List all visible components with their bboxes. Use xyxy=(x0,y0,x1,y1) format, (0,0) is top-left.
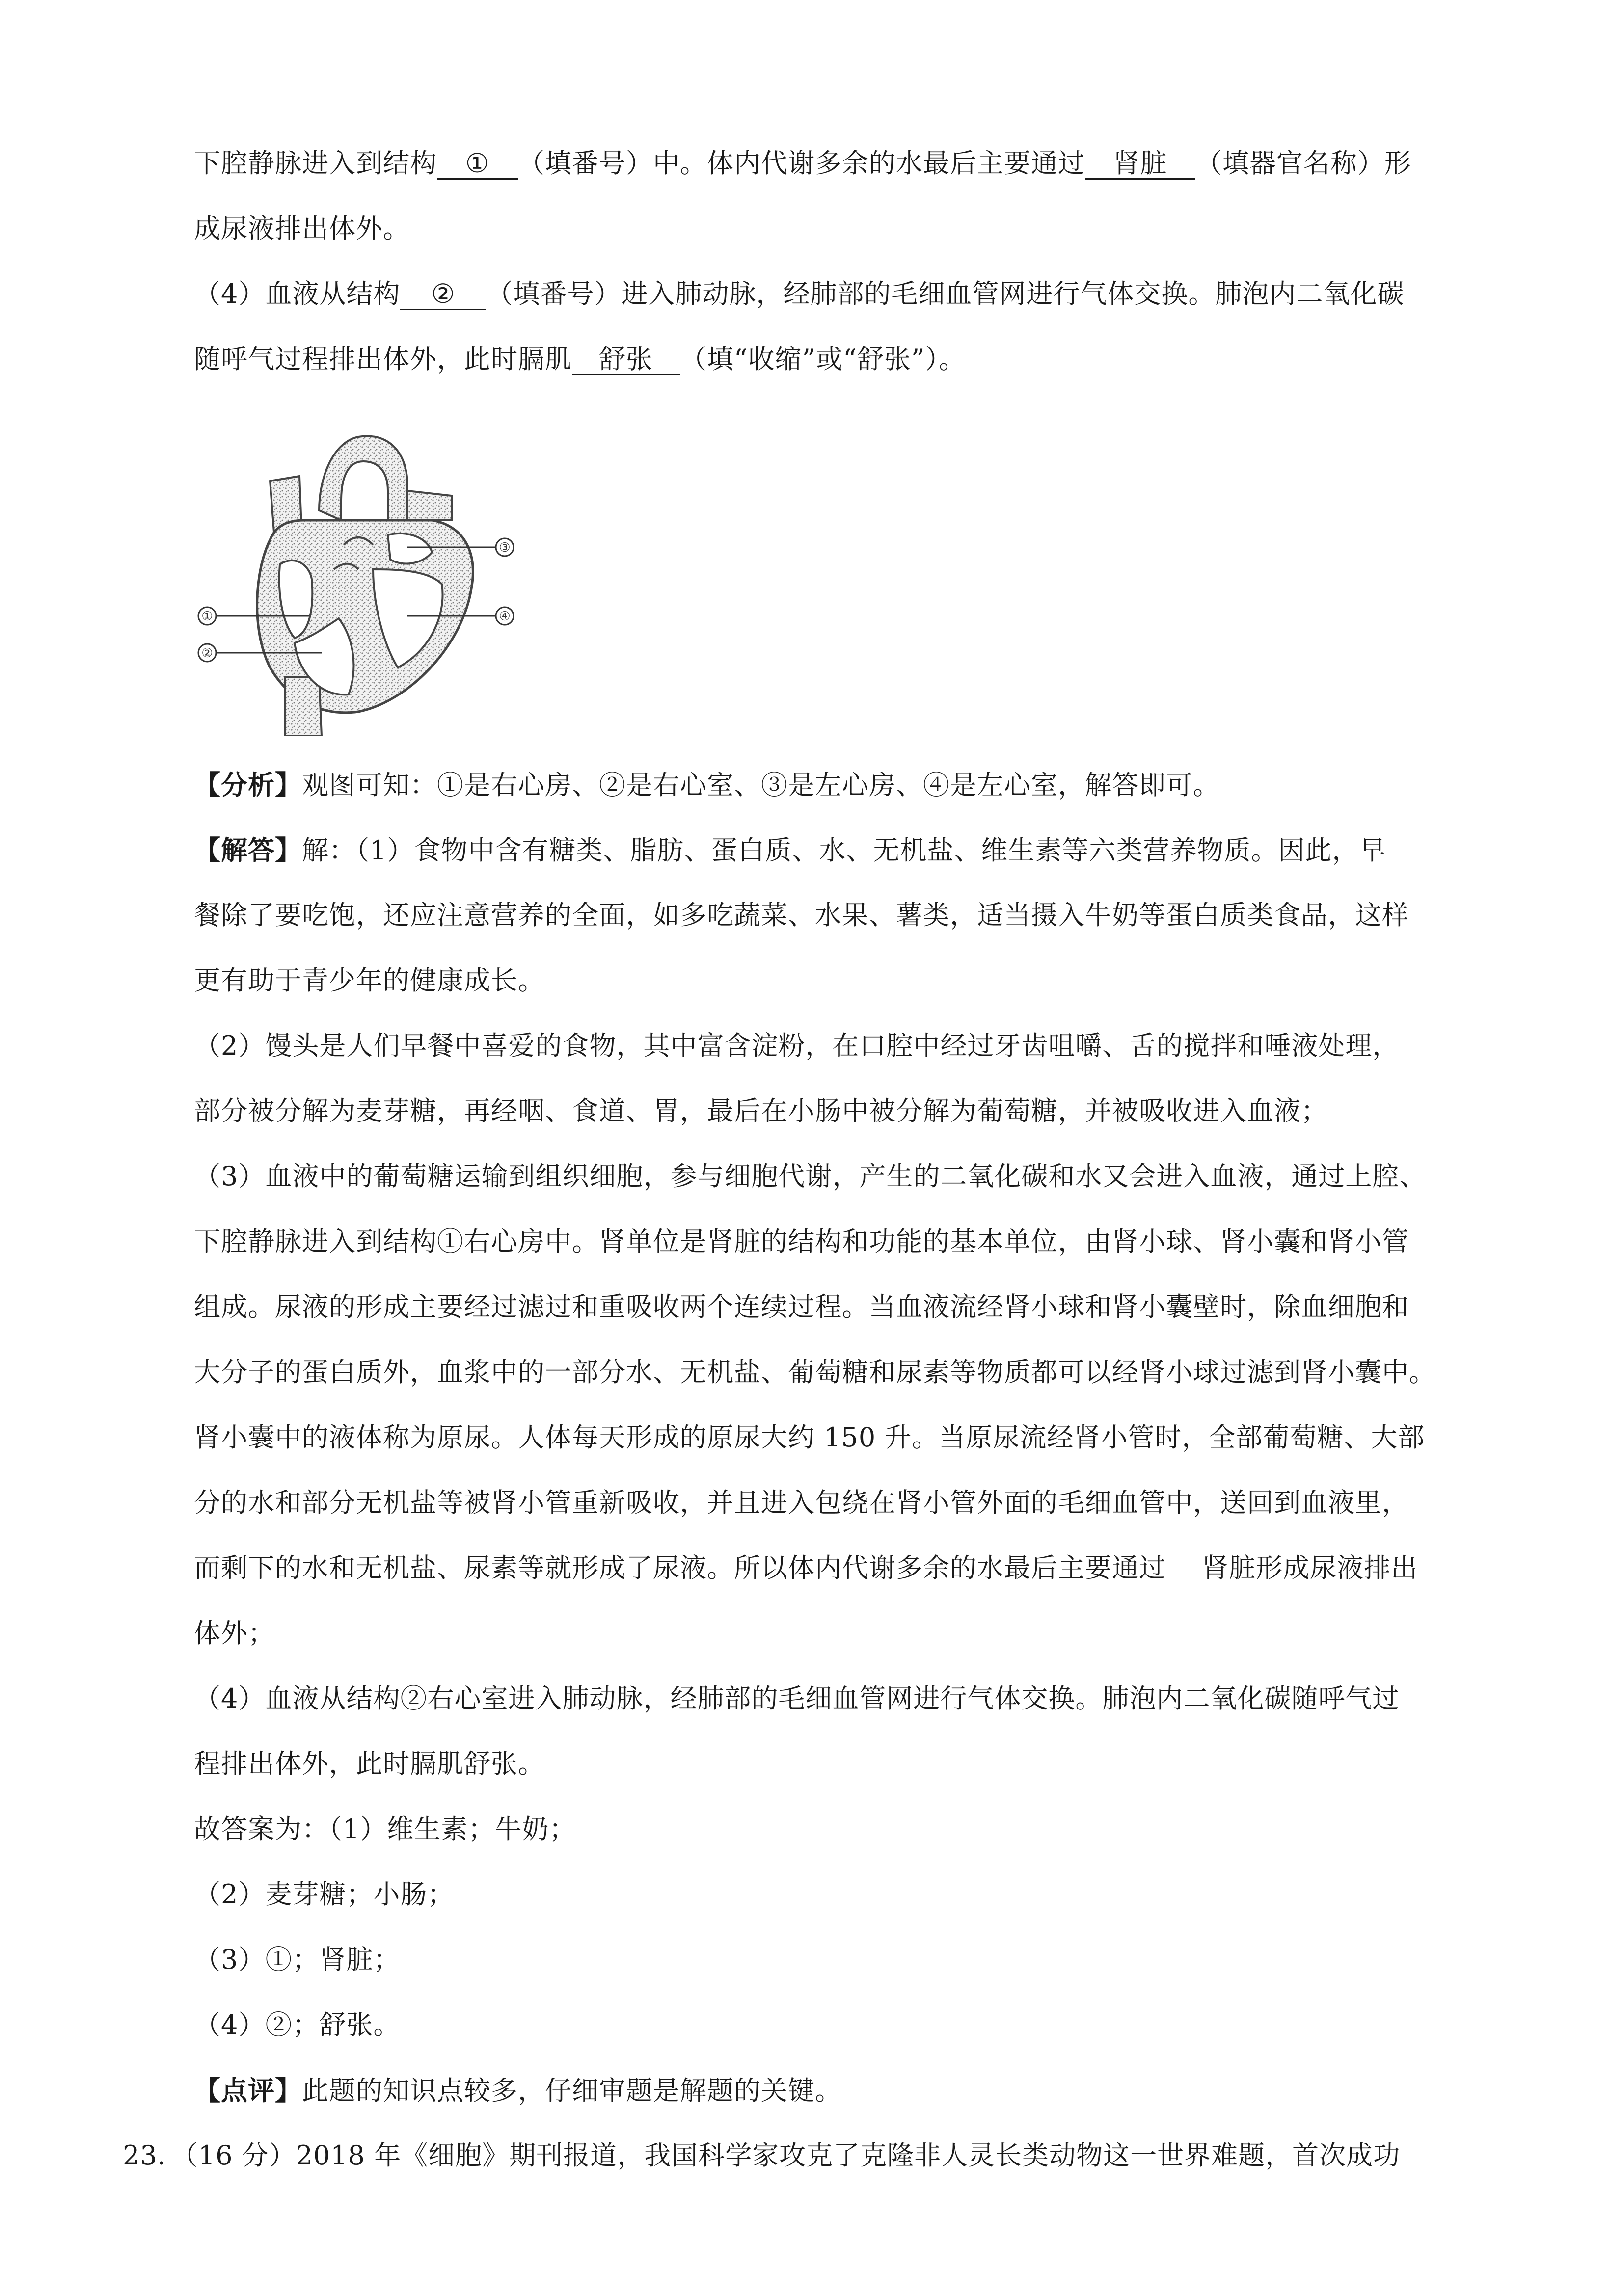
inferior-vena-cava-shape xyxy=(285,677,322,736)
answer-summary-line: （4）②；舒张。 xyxy=(194,2009,401,2040)
text-line: （4）血液从结构 ② （填番号）进入肺动脉，经肺部的毛细血管网进行气体交换。肺泡内二氧化碳 xyxy=(194,278,1405,309)
answer-summary-line: （2）麦芽糖；小肠； xyxy=(194,1879,455,1910)
text-line: 程排出体外，此时膈肌舒张。 xyxy=(194,1748,545,1779)
text-line: 下腔静脉进入到结构①右心房中。肾单位是肾脏的结构和功能的基本单位，由肾小球、肾小囊和肾小管 xyxy=(194,1226,1409,1257)
answer-summary-line: （3）①；肾脏； xyxy=(194,1944,401,1975)
text-line: 分的水和部分无机盐等被肾小管重新吸收，并且进入包绕在肾小管外面的毛细血管中，送回到血液里， xyxy=(194,1487,1409,1518)
text-line: 而剩下的水和无机盐、尿素等就形成了尿液。所以体内代谢多余的水最后主要通过 肾脏形成尿液排出 xyxy=(194,1552,1418,1583)
text-line: 组成。尿液的形成主要经过滤过和重吸收两个连续过程。当血液流经肾小球和肾小囊壁时，除血细胞和 xyxy=(194,1291,1409,1322)
text-line: 大分子的蛋白质外，血浆中的一部分水、无机盐、葡萄糖和尿素等物质都可以经肾小球过滤到肾小囊中。 xyxy=(194,1357,1436,1388)
text-line: 体外； xyxy=(194,1618,275,1649)
text-line: 成尿液排出体外。 xyxy=(194,213,410,244)
heart-label-1 xyxy=(198,607,216,625)
text-line: 随呼气过程排出体外，此时膈肌 舒张 （填“收缩”或“舒张”）。 xyxy=(194,344,966,374)
analysis-line: 【分析】观图可知：①是右心房、②是右心室、③是左心房、④是左心室，解答即可。 xyxy=(194,769,1220,801)
question-23-line: 23．（16 分）2018 年《细胞》期刊报道，我国科学家攻克了克隆非人灵长类动物这一世界难题，首次成功 xyxy=(123,2140,1401,2171)
answer-blank: ② xyxy=(400,279,486,310)
answer-summary-line: 故答案为：（1）维生素；牛奶； xyxy=(194,1814,576,1844)
heart-label-2 xyxy=(198,644,216,662)
svg-text:④: ④ xyxy=(499,609,511,624)
answer-blank: 舒张 xyxy=(572,345,680,375)
text-line: 肾小囊中的液体称为原尿。人体每天形成的原尿大约 150 升。当原尿流经肾小管时，全部葡萄糖、大部 xyxy=(194,1422,1425,1453)
text-line: 部分被分解为麦芽糖，再经咽、食道、胃，最后在小肠中被分解为葡萄糖，并被吸收进入血液； xyxy=(194,1095,1328,1126)
svg-text:①: ① xyxy=(201,609,213,624)
answer-blank: ① xyxy=(437,149,518,180)
aorta-shape xyxy=(319,436,407,520)
answer-blank: 肾脏 xyxy=(1085,149,1195,180)
text-line: 更有助于青少年的健康成长。 xyxy=(194,965,545,996)
svg-text:③: ③ xyxy=(499,540,511,555)
pulmonary-vessel-shape xyxy=(407,491,452,520)
solution-line: 【解答】解：（1）食物中含有糖类、脂肪、蛋白质、水、无机盐、维生素等六类营养物质。因此，早 xyxy=(194,834,1386,866)
heart-label-3 xyxy=(496,538,514,556)
heart-diagram xyxy=(196,422,530,736)
text-line: （4）血液从结构②右心室进入肺动脉，经肺部的毛细血管网进行气体交换。肺泡内二氧化碳随呼气过 xyxy=(194,1683,1400,1714)
heart-label-4 xyxy=(496,607,514,625)
svg-text:②: ② xyxy=(201,646,213,661)
comment-line: 【点评】此题的知识点较多，仔细审题是解题的关键。 xyxy=(194,2075,842,2106)
text-line: （3）血液中的葡萄糖运输到组织细胞，参与细胞代谢，产生的二氧化碳和水又会进入血液，通过上腔、 xyxy=(194,1161,1427,1192)
text-line: （2）馒头是人们早餐中喜爱的食物，其中富含淀粉，在口腔中经过牙齿咀嚼、舌的搅拌和唾液处理， xyxy=(194,1030,1400,1061)
text-line: 餐除了要吃饱，还应注意营养的全面，如多吃蔬菜、水果、薯类，适当摄入牛奶等蛋白质类食品，这样 xyxy=(194,900,1409,931)
text-line: 下腔静脉进入到结构 ① （填番号）中。体内代谢多余的水最后主要通过 肾脏 （填器官名称）形 xyxy=(194,148,1411,179)
